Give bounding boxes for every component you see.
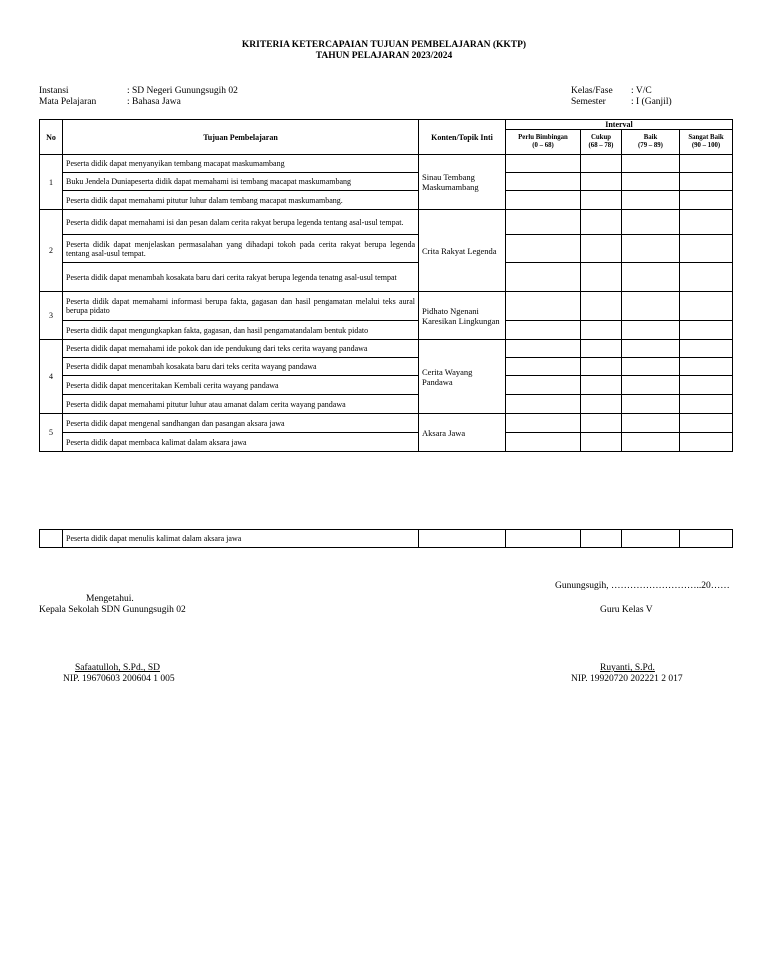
score-cell[interactable] <box>680 235 733 263</box>
score-cell[interactable] <box>680 173 733 191</box>
tujuan-cell: Buku Jendela Duniapeserta didik dapat memahami isi tembang macapat maskumambang <box>63 173 419 191</box>
table-row <box>40 433 733 452</box>
score-cell[interactable] <box>622 235 680 263</box>
score-cell[interactable] <box>622 173 680 191</box>
range: (0 – 68) <box>532 142 554 150</box>
score-cell[interactable] <box>581 235 622 263</box>
place-date: Gunungsugih, ………………………..20…… <box>555 581 730 591</box>
tujuan-cell: Peserta didik dapat memahami pitutur luhur dalam tembang macapat maskumambang. <box>63 191 419 210</box>
table-row <box>40 263 733 292</box>
label: Cukup <box>590 134 612 142</box>
score-cell[interactable] <box>581 210 622 235</box>
score-cell[interactable] <box>506 210 581 235</box>
header-perlu-bimbingan <box>506 130 581 155</box>
table-row <box>40 376 733 395</box>
score-cell[interactable] <box>680 358 733 376</box>
score-cell[interactable] <box>506 173 581 191</box>
score-cell[interactable] <box>581 173 622 191</box>
table-row <box>40 358 733 376</box>
table-row <box>40 395 733 414</box>
score-cell[interactable] <box>622 263 680 292</box>
row-number: 2 <box>40 210 63 292</box>
konten-cell: Aksara Jawa <box>419 414 506 452</box>
tujuan-cell: Peserta didik dapat memahami pitutur luhur atau amanat dalam cerita wayang pandawa <box>63 395 419 414</box>
score-cell[interactable] <box>581 358 622 376</box>
table-row <box>40 530 733 548</box>
score-cell[interactable] <box>680 292 733 321</box>
table-row <box>40 155 733 173</box>
header-tujuan: Tujuan Pembelajaran <box>63 120 419 155</box>
score-cell[interactable] <box>680 340 733 358</box>
score-cell[interactable] <box>506 191 581 210</box>
score-cell[interactable] <box>581 155 622 173</box>
konten-cell: Pidhato Ngenani Karesikan Lingkungan <box>419 292 506 340</box>
score-cell[interactable] <box>581 414 622 433</box>
row-number: 4 <box>40 340 63 414</box>
tujuan-cell: Peserta didik dapat menceritakan Kembali cerita wayang pandawa <box>63 376 419 395</box>
konten-cell: Crita Rakyat Legenda <box>419 210 506 292</box>
row-number <box>40 530 63 548</box>
score-cell[interactable] <box>506 292 581 321</box>
tujuan-cell: Peserta didik dapat menambah kosakata baru dari cerita rakyat berupa legenda tenatng asal-usul tempat <box>63 263 419 292</box>
score-cell[interactable] <box>581 340 622 358</box>
range: (90 – 100) <box>691 142 721 150</box>
score-cell[interactable] <box>622 191 680 210</box>
header-baik <box>622 130 680 155</box>
instansi-value: : SD Negeri Gunungsugih 02 <box>127 86 238 96</box>
label: Perlu Bimbingan <box>518 134 568 142</box>
score-cell[interactable] <box>506 530 581 548</box>
score-cell[interactable] <box>680 263 733 292</box>
score-cell[interactable] <box>622 340 680 358</box>
score-cell[interactable] <box>506 395 581 414</box>
row-number: 1 <box>40 155 63 210</box>
score-cell[interactable] <box>622 433 680 452</box>
guru-nip: NIP. 19920720 202221 2 017 <box>571 674 683 684</box>
range: (68 – 78) <box>588 142 614 150</box>
score-cell[interactable] <box>581 530 622 548</box>
kelas-value: : V/C <box>631 86 652 96</box>
tujuan-cell: Peserta didik dapat mengenal sandhangan dan pasangan aksara jawa <box>63 414 419 433</box>
score-cell[interactable] <box>506 340 581 358</box>
score-cell[interactable] <box>680 414 733 433</box>
score-cell[interactable] <box>506 155 581 173</box>
score-cell[interactable] <box>622 321 680 340</box>
score-cell[interactable] <box>622 358 680 376</box>
score-cell[interactable] <box>622 292 680 321</box>
score-cell[interactable] <box>622 155 680 173</box>
score-cell[interactable] <box>622 210 680 235</box>
score-cell[interactable] <box>680 210 733 235</box>
tujuan-cell: Peserta didik dapat menjelaskan permasalahan yang dihadapi tokoh pada cerita rakyat berupa legenda tentang asal-usul tempat. <box>63 235 419 263</box>
table-row <box>40 321 733 340</box>
score-cell[interactable] <box>622 530 680 548</box>
score-cell[interactable] <box>622 376 680 395</box>
label: Baik <box>643 134 658 142</box>
document-year: TAHUN PELAJARAN 2023/2024 <box>315 51 453 61</box>
score-cell[interactable] <box>581 321 622 340</box>
score-cell[interactable] <box>581 395 622 414</box>
table-row <box>40 210 733 235</box>
table-row <box>40 414 733 433</box>
score-cell[interactable] <box>680 433 733 452</box>
document-title: KRITERIA KETERCAPAIAN TUJUAN PEMBELAJARAN (KKTP) <box>241 40 527 50</box>
header-cukup <box>581 130 622 155</box>
score-cell[interactable] <box>506 235 581 263</box>
tujuan-cell: Peserta didik dapat memahami ide pokok dan ide pendukung dari teks cerita wayang pandawa <box>63 340 419 358</box>
header-interval: Interval <box>506 120 733 130</box>
score-cell[interactable] <box>680 530 733 548</box>
score-cell[interactable] <box>506 376 581 395</box>
guru-name: Ruyanti, S.Pd. <box>600 663 655 673</box>
score-cell[interactable] <box>680 191 733 210</box>
tujuan-cell: Peserta didik dapat memahami isi dan pesan dalam cerita rakyat berupa legenda tentang asal-usul tempat. <box>63 210 419 235</box>
konten-cell: Sinau Tembang Maskumambang <box>419 155 506 210</box>
semester-value: : I (Ganjil) <box>631 97 672 107</box>
kepala-sekolah-nip: NIP. 19670603 200604 1 005 <box>63 674 175 684</box>
konten-cell: Cerita Wayang Pandawa <box>419 340 506 414</box>
score-cell[interactable] <box>506 263 581 292</box>
mapel-label: Mata Pelajaran <box>39 97 97 107</box>
kepala-sekolah-title: Kepala Sekolah SDN Gunungsugih 02 <box>39 605 186 615</box>
tujuan-cell: Peserta didik dapat menulis kalimat dalam aksara jawa <box>63 530 419 548</box>
tujuan-cell: Peserta didik dapat menambah kosakata baru dari teks cerita wayang pandawa <box>63 358 419 376</box>
kepala-sekolah-name: Safaatulloh, S.Pd., SD <box>75 663 160 673</box>
kelas-label: Kelas/Fase <box>571 86 613 96</box>
row-number: 3 <box>40 292 63 340</box>
header-konten: Konten/Topik Inti <box>419 120 506 155</box>
mengetahui-label: Mengetahui. <box>86 594 134 604</box>
semester-label: Semester <box>571 97 606 107</box>
table-row <box>40 173 733 191</box>
table-row <box>40 292 733 321</box>
score-cell[interactable] <box>506 358 581 376</box>
tujuan-cell: Peserta didik dapat memahami informasi berupa fakta, gagasan dan hasil pengamatan melalui teks aural berupa pidato <box>63 292 419 321</box>
kktp-table <box>39 119 733 452</box>
score-cell[interactable] <box>581 433 622 452</box>
table-row <box>40 340 733 358</box>
tujuan-cell: Peserta didik dapat mengungkapkan fakta, gagasan, dan hasil pengamatandalam bentuk pidato <box>63 321 419 340</box>
table-row <box>40 191 733 210</box>
score-cell[interactable] <box>581 191 622 210</box>
score-cell[interactable] <box>622 414 680 433</box>
tujuan-cell: Peserta didik dapat menyanyikan tembang macapat maskumambang <box>63 155 419 173</box>
score-cell[interactable] <box>622 395 680 414</box>
range: (79 – 89) <box>638 142 663 150</box>
extra-row-table <box>39 529 733 548</box>
label: Sangat Baik <box>688 134 724 142</box>
score-cell[interactable] <box>581 376 622 395</box>
score-cell[interactable] <box>506 321 581 340</box>
header-sangat-baik <box>680 130 733 155</box>
instansi-label: Instansi <box>39 86 69 96</box>
konten-cell <box>419 530 506 548</box>
guru-title: Guru Kelas V <box>600 605 653 615</box>
header-no: No <box>40 120 63 155</box>
score-cell[interactable] <box>680 321 733 340</box>
tujuan-cell: Peserta didik dapat membaca kalimat dalam aksara jawa <box>63 433 419 452</box>
score-cell[interactable] <box>680 376 733 395</box>
score-cell[interactable] <box>581 292 622 321</box>
score-cell[interactable] <box>581 263 622 292</box>
score-cell[interactable] <box>680 155 733 173</box>
score-cell[interactable] <box>506 433 581 452</box>
table-row <box>40 235 733 263</box>
mapel-value: : Bahasa Jawa <box>127 97 181 107</box>
row-number: 5 <box>40 414 63 452</box>
score-cell[interactable] <box>506 414 581 433</box>
score-cell[interactable] <box>680 395 733 414</box>
